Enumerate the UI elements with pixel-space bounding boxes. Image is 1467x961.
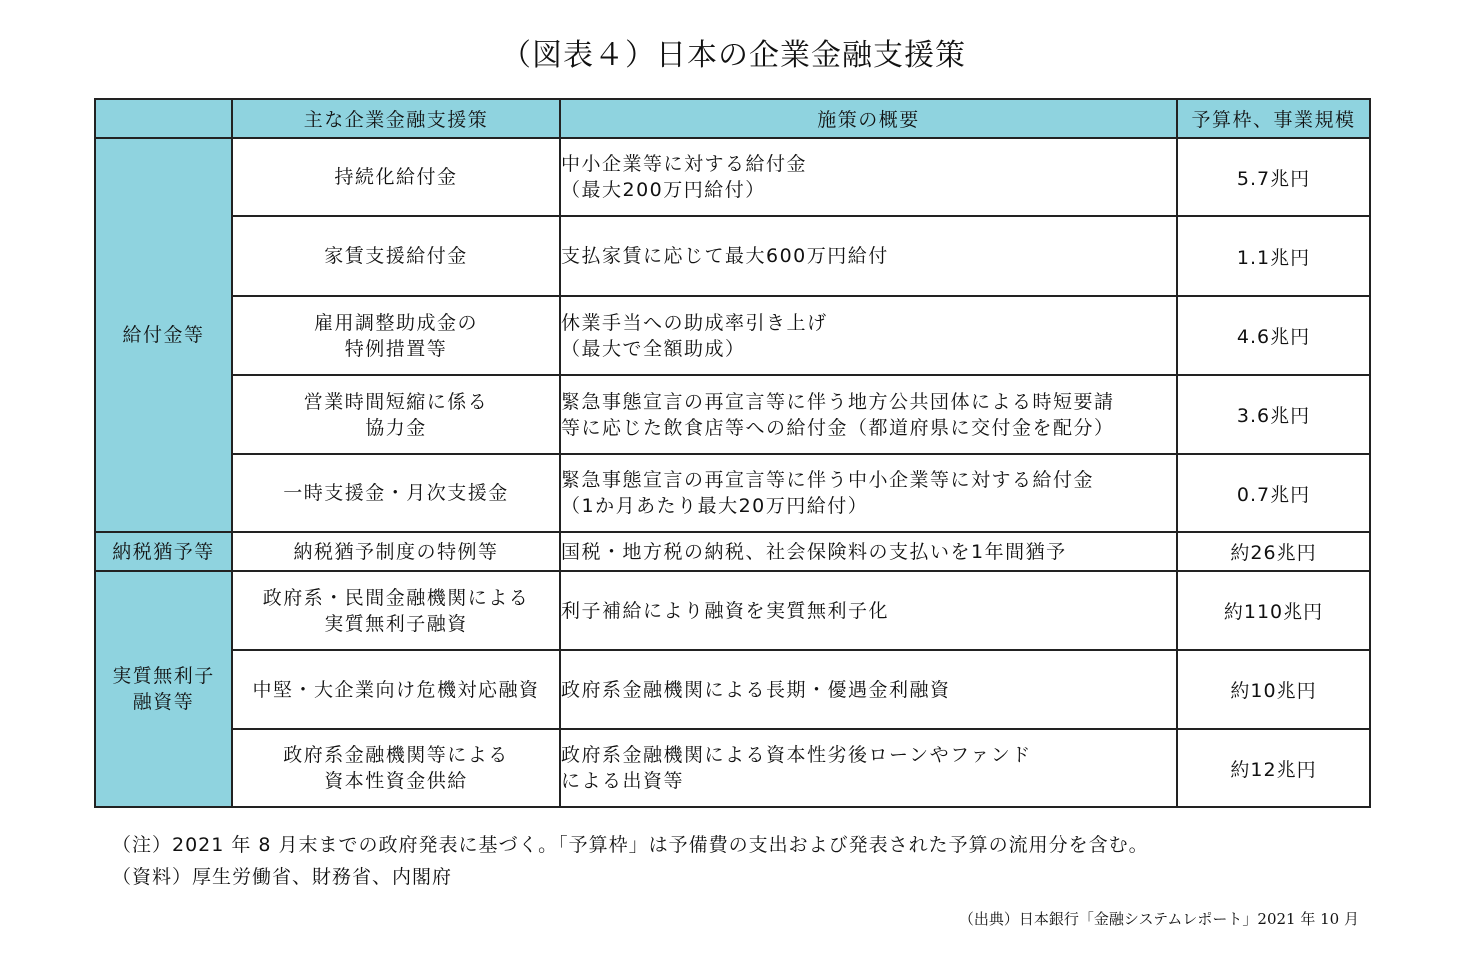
measure-description-line: （1か月あたり最大20万円給付） [561,495,869,517]
measure-name-line: 政府系金融機関等による [283,744,509,766]
table-row [95,454,1370,532]
citation-source: （出典）日本銀行「金融システムレポート」2021 年 10 月 [958,910,1359,928]
measure-description-cell [560,138,1177,216]
measure-description-line: 利子補給により融資を実質無利子化 [561,599,890,622]
budget-cell: 約110兆円 [1177,571,1370,650]
category-label-line: 融資等 [132,691,195,713]
measure-description-line: （最大で全額助成） [561,337,746,360]
measure-description-line: 政府系金融機関による長期・優遇金利融資 [561,678,951,701]
table-row [95,650,1370,729]
measure-name-cell [232,729,560,807]
budget-cell: 0.7兆円 [1177,454,1370,532]
header-cell-measure: 主な企業金融支援策 [232,99,560,138]
measure-name-line: 特例措置等 [344,337,448,360]
support-measures-table [94,98,1371,808]
data-source-note: （資料）厚生労働省、財務省、内閣府 [112,866,453,888]
header-cell-blank [95,99,232,138]
measure-name-cell [232,296,560,375]
budget-cell: 1.1兆円 [1177,216,1370,296]
measure-name-line: 一時支援金・月次支援金 [283,482,509,504]
measure-description-cell [560,532,1177,571]
measure-description-line: 休業手当への助成率引き上げ [561,311,828,334]
budget-cell: 約12兆円 [1177,729,1370,807]
header-cell-description: 施策の概要 [560,99,1177,138]
table-row [95,729,1370,807]
measure-name-line: 営業時間短縮に係る [303,390,489,413]
measure-description-line: 等に応じた飲食店等への給付金（都道府県に交付金を配分） [561,416,1115,439]
category-label-line: 実質無利子 [112,665,215,687]
measure-description-cell [560,650,1177,729]
measure-description-cell [560,296,1177,375]
measure-description-line: 緊急事態宣言の再宣言等に伴う地方公共団体による時短要請 [561,390,1115,413]
measure-description-line: 緊急事態宣言の再宣言等に伴う中小企業等に対する給付金 [561,469,1095,491]
table-row [95,571,1370,650]
measure-description-cell [560,729,1177,807]
table-header-row [95,99,1370,138]
table-row [95,296,1370,375]
measure-name-cell [232,571,560,650]
measure-description-cell [560,454,1177,532]
measure-description-line: 支払家賃に応じて最大600万円給付 [561,245,889,267]
measure-name-line: 政府系・民間金融機関による [262,586,530,609]
measure-name-line: 協力金 [365,416,427,439]
measure-name-cell [232,216,560,296]
budget-cell: 約26兆円 [1177,532,1370,571]
measure-description-cell [560,571,1177,650]
measure-description-line: （最大200万円給付） [561,179,766,201]
measure-name-cell [232,650,560,729]
table-row [95,138,1370,216]
measure-name-line: 持続化給付金 [334,166,458,188]
measure-name-line: 納税猶予制度の特例等 [293,540,499,563]
measure-name-line: 実質無利子融資 [324,612,468,635]
category-cell: 納税猶予等 [95,532,232,571]
measure-description-cell [560,216,1177,296]
page-title: （図表４）日本の企業金融支援策 [501,38,966,73]
table-body [95,138,1370,807]
budget-cell: 約10兆円 [1177,650,1370,729]
measure-name-cell [232,375,560,454]
category-cell [95,571,232,807]
measure-description-line: による出資等 [561,770,685,792]
measure-description-cell [560,375,1177,454]
table-row [95,375,1370,454]
measure-name-cell [232,454,560,532]
table-row [95,532,1370,571]
measure-description-line: 中小企業等に対する給付金 [561,153,808,175]
note-text: （注）2021 年 8 月末までの政府発表に基づく。「予算枠」は予備費の支出および発表された予算の流用分を含む。 [112,834,1149,856]
measure-name-line: 家賃支援給付金 [324,245,468,267]
budget-cell: 4.6兆円 [1177,296,1370,375]
budget-cell: 3.6兆円 [1177,375,1370,454]
measure-name-cell [232,138,560,216]
table-row [95,216,1370,296]
header-cell-budget: 予算枠、事業規模 [1177,99,1370,138]
measure-name-line: 雇用調整助成金の [313,311,478,334]
category-cell: 給付金等 [95,138,232,532]
measure-name-line: 資本性資金供給 [324,770,468,792]
measure-description-line: 政府系金融機関による資本性劣後ローンやファンド [561,744,1032,766]
measure-name-line: 中堅・大企業向け危機対応融資 [252,678,540,701]
measure-description-line: 国税・地方税の納税、社会保険料の支払いを1年間猶予 [561,540,1067,563]
measure-name-cell [232,532,560,571]
budget-cell: 5.7兆円 [1177,138,1370,216]
